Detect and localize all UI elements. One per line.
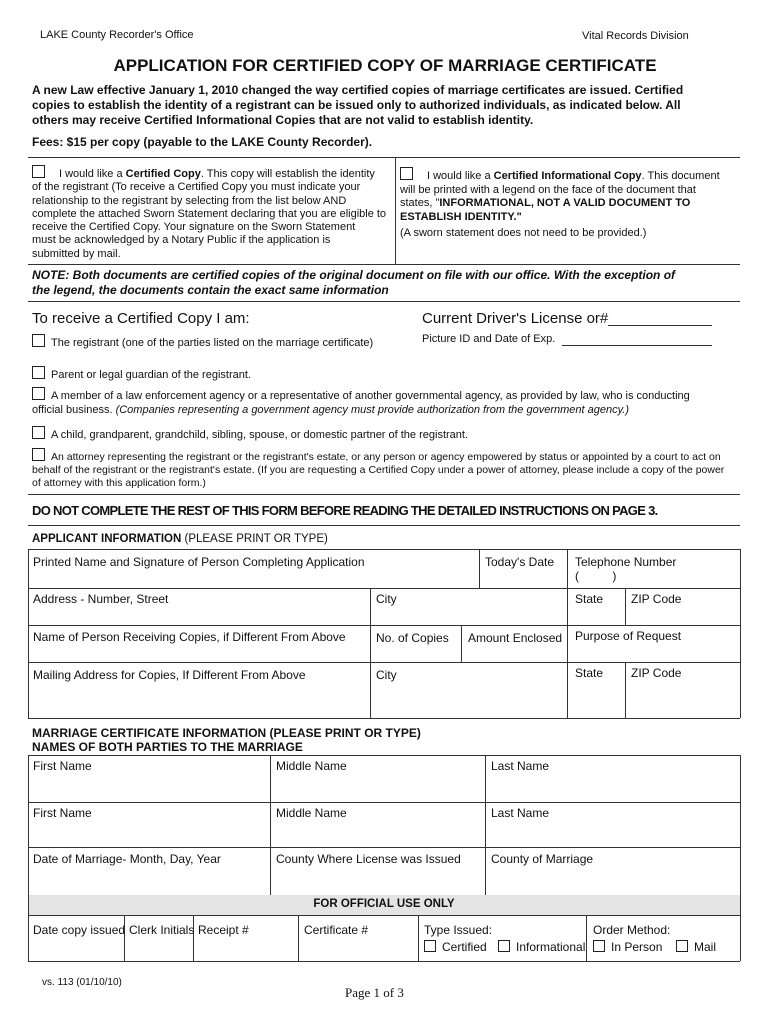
zip-field[interactable]: ZIP Code (631, 592, 682, 606)
note-text: NOTE: Both documents are certified copies of the original document on file with our office. With the exception of the legend, the documents contain the exact same information (32, 268, 676, 297)
order-in-person-option: In Person (593, 940, 662, 954)
type-informational-checkbox[interactable] (498, 940, 510, 952)
option-registrant: The registrant (one of the parties listed on the marriage certificate) (32, 334, 373, 349)
todays-date-field[interactable]: Today's Date (485, 555, 554, 569)
type-issued-label: Type Issued: (424, 923, 493, 937)
num-copies-field[interactable]: No. of Copies (376, 631, 449, 645)
party2-middle-name[interactable]: Middle Name (276, 806, 347, 820)
attorney-checkbox[interactable] (32, 448, 45, 461)
drivers-license-line[interactable] (608, 325, 712, 326)
division-name: Vital Records Division (582, 30, 689, 42)
telephone-field[interactable]: Telephone Number (575, 555, 677, 569)
county-license-field[interactable]: County Where License was Issued (276, 852, 461, 866)
option-parent: Parent or legal guardian of the registrant. (32, 366, 251, 381)
mailing-state-field[interactable]: State (575, 666, 604, 680)
phone-area-code: ( ) (575, 569, 617, 583)
applicant-heading: APPLICANT INFORMATION (PLEASE PRINT OR TYPE) (32, 533, 328, 545)
instructions-warning: DO NOT COMPLETE THE REST OF THIS FORM BEFORE READING THE DETAILED INSTRUCTIONS ON PAGE 3. (32, 503, 658, 518)
registrant-checkbox[interactable] (32, 334, 45, 347)
parent-checkbox[interactable] (32, 366, 45, 379)
certificate-number-field[interactable]: Certificate # (304, 923, 369, 937)
eligibility-heading: To receive a Certified Copy I am: (32, 310, 250, 327)
form-number: vs. 113 (01/10/10) (42, 977, 122, 988)
option-attorney: An attorney representing the registrant or the registrant's estate, or any person or agency empowered by status or appointed by a court to act on behalf of the registrant or the registrant's estate. (If you are requesting a Certified Copy under a power of attorney, please include a copy of the power of attorney with this application form.) (32, 448, 724, 490)
order-mail-option: Mail (676, 940, 716, 954)
informational-copy-option: I would like a Certified Informational Copy. This document will be printed with a legend on the face of the document that states, "INFORMATIONAL, NOT A VALID DOCUMENT TO ESTABLISH IDENTITY." (A sworn statement does not need to be provided.) (400, 167, 740, 241)
mail-checkbox[interactable] (676, 940, 688, 952)
law-enforcement-checkbox[interactable] (32, 387, 45, 400)
family-checkbox[interactable] (32, 426, 45, 439)
city-field[interactable]: City (376, 592, 397, 606)
amount-enclosed-field[interactable]: Amount Enclosed (468, 631, 563, 645)
address-field[interactable]: Address - Number, Street (33, 592, 169, 606)
intro-text: A new Law effective January 1, 2010 changed the way certified copies of marriage certificates are issued. Certified copies to establish the identity of a registrant can be issued only to authorized individuals, as indicated below. All others may receive Certified Informational Copies that are not valid to establish identity. (32, 83, 684, 127)
drivers-license-label: Current Driver's License or# (422, 310, 609, 327)
in-person-checkbox[interactable] (593, 940, 605, 952)
mailing-city-field[interactable]: City (376, 668, 397, 682)
option-family: A child, grandparent, grandchild, sibling, spouse, or domestic partner of the registrant. (32, 426, 468, 441)
party2-last-name[interactable]: Last Name (491, 806, 550, 820)
order-method-label: Order Method: (593, 923, 671, 937)
state-field[interactable]: State (575, 592, 604, 606)
type-informational-option: Informational (498, 940, 585, 954)
person-receiving-field[interactable]: Name of Person Receiving Copies, if Different From Above (33, 630, 346, 644)
party1-first-name[interactable]: First Name (33, 759, 92, 773)
date-issued-field[interactable]: Date copy issued (33, 923, 126, 937)
type-certified-checkbox[interactable] (424, 940, 436, 952)
certified-copy-option: I would like a Certified Copy. This copy will establish the identity of the registrant (To receive a Certified Copy you must indicate your relationship to the registrant by selecting from the list below AND complete the attached Sworn Statement declaring that you are eligible to receive the Certified Copy. Your signature on the Sworn Statement must be acknowledged by a Notary Public if the application is submitted by mail. (32, 165, 392, 261)
marriage-heading: MARRIAGE CERTIFICATE INFORMATION (PLEASE PRINT OR TYPE) NAMES OF BOTH PARTIES TO THE MARRIAGE (32, 726, 421, 754)
picture-id-line[interactable] (562, 345, 712, 346)
page-title: APPLICATION FOR CERTIFIED COPY OF MARRIAGE CERTIFICATE (113, 56, 657, 75)
receipt-field[interactable]: Receipt # (198, 923, 249, 937)
county-marriage-field[interactable]: County of Marriage (491, 852, 594, 866)
fees-text: Fees: $15 per copy (payable to the LAKE County Recorder). (32, 135, 373, 149)
picture-id-label: Picture ID and Date of Exp. (422, 333, 556, 345)
party1-last-name[interactable]: Last Name (491, 759, 550, 773)
mailing-zip-field[interactable]: ZIP Code (631, 666, 682, 680)
party1-middle-name[interactable]: Middle Name (276, 759, 347, 773)
page-number: Page 1 of 3 (345, 985, 404, 1000)
purpose-field[interactable]: Purpose of Request (575, 629, 682, 643)
option-law-enforcement: A member of a law enforcement agency or a representative of another governmental agency, as provided by law, who is conducting official business. (Companies representing a government agency must provide authorization from the government agency.) (32, 387, 690, 417)
clerk-initials-field[interactable]: Clerk Initials (129, 923, 195, 937)
marriage-date-field[interactable]: Date of Marriage- Month, Day, Year (33, 852, 221, 866)
type-certified-option: Certified (424, 940, 487, 954)
informational-copy-checkbox[interactable] (400, 167, 413, 180)
mailing-address-field[interactable]: Mailing Address for Copies, If Different From Above (33, 668, 306, 682)
certified-copy-checkbox[interactable] (32, 165, 45, 178)
official-use-heading: FOR OFFICIAL USE ONLY (313, 898, 455, 910)
printed-name-field[interactable]: Printed Name and Signature of Person Completing Application (33, 555, 365, 569)
office-name: LAKE County Recorder's Office (40, 29, 194, 41)
party2-first-name[interactable]: First Name (33, 806, 92, 820)
